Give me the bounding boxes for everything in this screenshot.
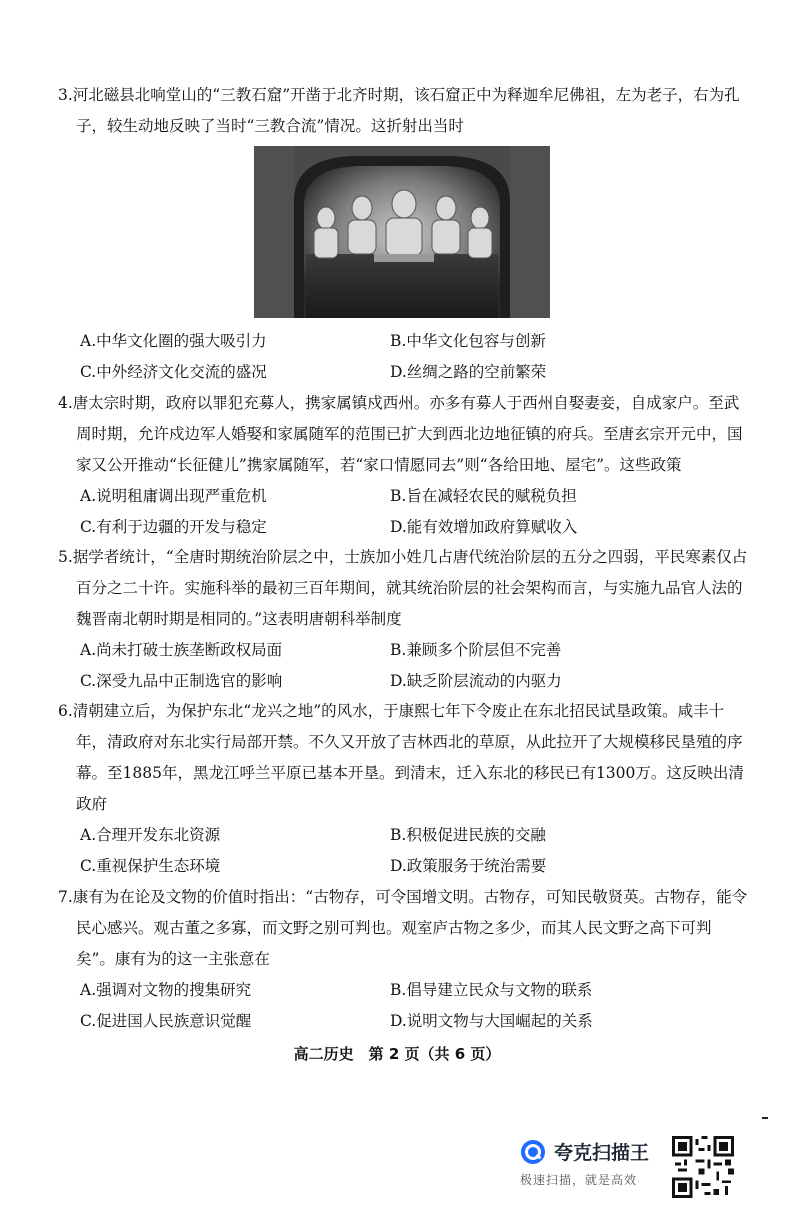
- option-d: D.说明文物与大国崛起的关系: [390, 1012, 593, 1030]
- option-a: A.中华文化圈的强大吸引力: [80, 332, 267, 350]
- option-c: C.有利于边疆的开发与稳定: [80, 518, 267, 536]
- question-stem: 4.唐太宗时期，政府以罪犯充募人，携家属镇戍西州。亦多有募人于西州自娶妻妾，自成家户。至武周时期，允许戍边军人婚娶和家属随军的范围已扩大到西北边地征镇的府兵。至唐玄宗开元中，国家又公开推动“长征健儿”携家属随军，若“家口情愿同去”则“各给田地、屋宅”。这些政策: [58, 394, 743, 474]
- option-d: D.缺乏阶层流动的内驱力: [390, 672, 562, 690]
- question-3-options: [58, 326, 748, 388]
- cave-grotto-photo: [254, 146, 550, 318]
- option-a: A.尚未打破士族垄断政权局面: [80, 641, 283, 659]
- option-b: B.中华文化包容与创新: [390, 332, 546, 350]
- brand-name: 夸克扫描王: [554, 1142, 650, 1164]
- question-4: [58, 388, 748, 543]
- scan-mark: [762, 1117, 768, 1119]
- option-b: B.兼顾多个阶层但不完善: [390, 641, 562, 659]
- question-6: [58, 696, 748, 882]
- option-a: A.强调对文物的搜集研究: [80, 981, 252, 999]
- question-stem: 5.据学者统计，“全唐时期统治阶层之中，士族加小姓几占唐代统治阶层的五分之四弱，平民寒素仅占百分之二十许。实施科举的最初三百年期间，就其统治阶层的社会架构而言，与实施九品官人法的魏晋南北朝时期是相同的。”这表明唐朝科举制度: [58, 548, 748, 628]
- question-stem: 6.清朝建立后，为保护东北“龙兴之地”的风水，于康熙七年下令废止在东北招民试垦政策。咸丰十年，清政府对东北实行局部开禁。不久又开放了吉林西北的草原，从此拉开了大规模移民垦殖的序幕。至1885年，黑龙江呼兰平原已基本开垦。到清末，迁入东北的移民已有1300万。这反映出清政府: [58, 702, 744, 813]
- option-d: D.丝绸之路的空前繁荣: [390, 363, 547, 381]
- option-b: B.倡导建立民众与文物的联系: [390, 981, 593, 999]
- brand-slogan: 极速扫描，就是高效: [520, 1173, 638, 1187]
- option-b: B.积极促进民族的交融: [390, 826, 546, 844]
- option-b: B.旨在减轻农民的赋税负担: [390, 487, 577, 505]
- page-footer: 高二历史 第 2 页（共 6 页）: [293, 1045, 501, 1063]
- option-a: A.说明租庸调出现严重危机: [80, 487, 267, 505]
- scanner-brand-badge: [520, 1138, 665, 1198]
- option-d: D.能有效增加政府算赋收入: [390, 518, 578, 536]
- question-7: [58, 882, 748, 1037]
- option-a: A.合理开发东北资源: [80, 826, 221, 844]
- option-c: C.促进国人民族意识觉醒: [80, 1012, 252, 1030]
- qr-code-icon: [672, 1136, 734, 1198]
- option-d: D.政策服务于统治需要: [390, 857, 547, 875]
- option-c: C.深受九品中正制选官的影响: [80, 672, 283, 690]
- question-stem: 3.河北磁县北响堂山的“三教石窟”开凿于北齐时期，该石窟正中为释迦牟尼佛祖，左为老子，右为孔子，较生动地反映了当时“三教合流”情况。这折射出当时: [58, 86, 740, 135]
- question-3: [58, 80, 748, 142]
- question-stem: 7.康有为在论及文物的价值时指出：“古物存，可令国增文明。古物存，可知民敬贤英。古物存，能令民心感兴。观古董之多寡，而文野之别可判也。观室庐古物之多少，而其人民文野之高下可判矣”。康有为的这一主张意在: [58, 888, 748, 968]
- option-c: C.中外经济文化交流的盛况: [80, 363, 267, 381]
- quark-logo-icon: [520, 1139, 546, 1165]
- question-5: [58, 542, 748, 697]
- option-c: C.重视保护生态环境: [80, 857, 221, 875]
